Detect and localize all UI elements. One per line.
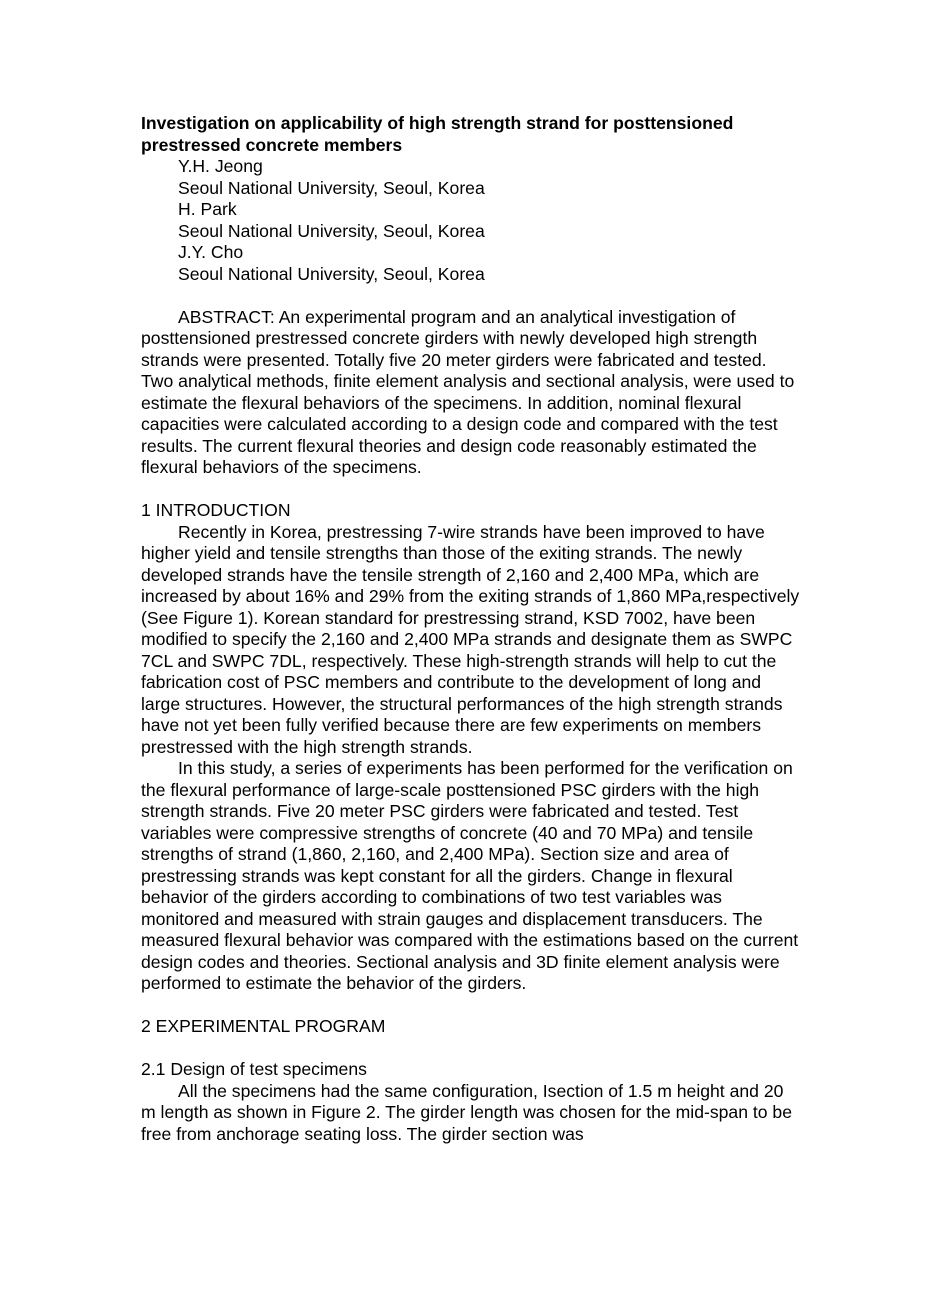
section-heading-introduction: 1 INTRODUCTION — [141, 500, 291, 520]
author-name: H. Park — [178, 199, 237, 219]
author-name: J.Y. Cho — [178, 242, 244, 262]
spacer — [141, 479, 841, 501]
abstract-paragraph: ABSTRACT: An experimental program and an analytical investigation of posttensioned prestressed concrete girders with newly developed high strength strands were presented. Totally five 20 meter girders were fabricated and tested. Two analytical methods, finite element analysis and sectional analysis, were used to estimate the flexural behaviors of the specimens. In addition, nominal flexural capacities were calculated according to a design code and compared with the test results. The current flexural theories and design code reasonably estimated the flexural behaviors of the specimens. — [141, 306, 795, 477]
spacer — [141, 285, 841, 307]
section-heading-experimental-program: 2 EXPERIMENTAL PROGRAM — [141, 1016, 386, 1036]
subsection-heading-design: 2.1 Design of test specimens — [141, 1059, 367, 1079]
author-affiliation: Seoul National University, Seoul, Korea — [178, 220, 485, 241]
paper-page — [141, 113, 841, 1145]
author-block — [141, 156, 841, 285]
author-name: Y.H. Jeong — [178, 156, 263, 176]
paper-title: Investigation on applicability of high strength strand for posttensioned prestressed concrete members — [141, 113, 734, 155]
spacer — [141, 995, 841, 1017]
intro-paragraph-1: Recently in Korea, prestressing 7-wire strands have been improved to have higher yield and tensile strengths than those of the exiting strands. The newly developed strands have the tensile strength of 2,160 and 2,400 MPa, which are increased by about 16% and 29% from the exiting strands of 1,860 MPa,respectively (See Figure 1). Korean standard for prestressing strand, KSD 7002, have been modified to specify the 2,160 and 2,400 MPa strands and designate them as SWPC 7CL and SWPC 7DL, respectively. These high-strength strands will help to cut the fabrication cost of PSC members and contribute to the development of long and large structures. However, the structural performances of the high strength strands have not yet been fully verified because there are few experiments on members prestressed with the high strength strands. — [141, 521, 800, 757]
author-affiliation: Seoul National University, Seoul, Korea — [178, 177, 485, 198]
intro-paragraph-2: In this study, a series of experiments has been performed for the verification on the flexural performance of large-scale posttensioned PSC girders with the high strength strands. Five 20 meter PSC girders were fabricated and tested. Test variables were compressive strengths of concrete (40 and 70 MPa) and tensile strengths of strand (1,860, 2,160, and 2,400 MPa). Section size and area of prestressing strands was kept constant for all the girders. Change in flexural behavior of the girders according to combinations of two test variables was monitored and measured with strain gauges and displacement transducers. The measured flexural behavior was compared with the estimations based on the current design codes and theories. Sectional analysis and 3D finite element analysis were performed to estimate the behavior of the girders. — [141, 758, 799, 993]
design-paragraph-1: All the specimens had the same configuration, Isection of 1.5 m height and 20 m length as shown in Figure 2. The girder length was chosen for the mid-span to be free from anchorage seating loss. The girder section was — [141, 1080, 793, 1144]
spacer — [141, 1038, 841, 1060]
author-affiliation: Seoul National University, Seoul, Korea — [178, 263, 485, 284]
